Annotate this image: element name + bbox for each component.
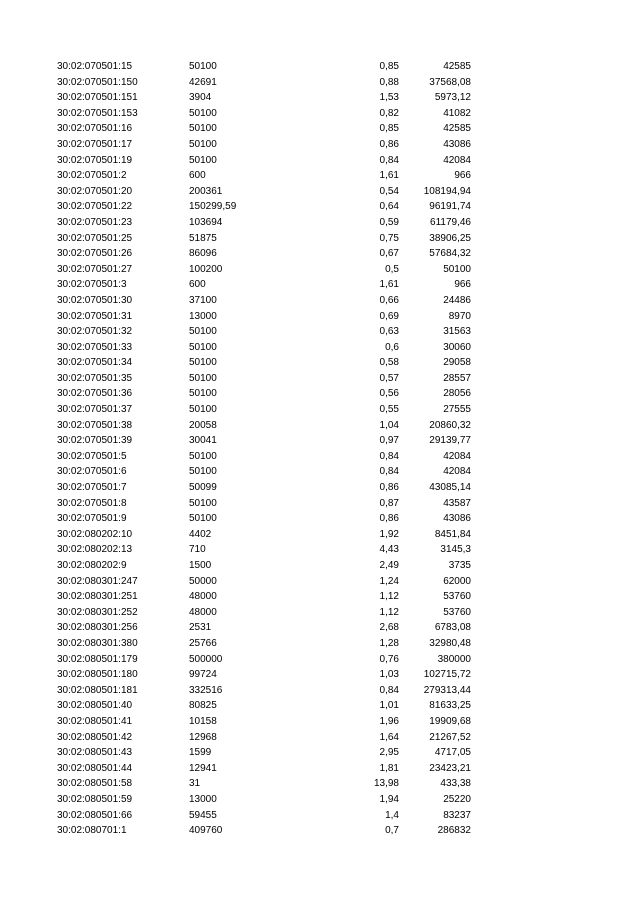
coefficient-cell: 1,53 [379, 92, 399, 104]
value-cell: 43086 [443, 138, 471, 150]
coefficient-cell: 1,28 [379, 637, 399, 649]
value-cell: 23423,21 [429, 762, 471, 774]
area-cell: 50100 [189, 341, 217, 353]
cadastral-number-cell: 30:02:070501:19 [57, 154, 133, 166]
table-row [0, 106, 640, 122]
table-row [0, 293, 640, 309]
table-row [0, 386, 640, 402]
table-row [0, 309, 640, 325]
coefficient-cell: 2,68 [379, 622, 399, 634]
cadastral-number-cell: 30:02:070501:30 [57, 294, 133, 306]
value-cell: 62000 [443, 575, 471, 587]
table-row [0, 589, 640, 605]
table-row [0, 683, 640, 699]
area-cell: 12941 [189, 762, 217, 774]
value-cell: 966 [454, 170, 471, 182]
cadastral-number-cell: 30:02:070501:153 [57, 107, 138, 119]
area-cell: 50100 [189, 466, 217, 478]
area-cell: 100200 [189, 263, 223, 275]
area-cell: 59455 [189, 809, 217, 821]
coefficient-cell: 13,98 [373, 778, 399, 790]
coefficient-cell: 1,64 [379, 731, 399, 743]
coefficient-cell: 0,75 [379, 232, 399, 244]
cadastral-number-cell: 30:02:070501:9 [57, 513, 127, 525]
value-cell: 102715,72 [423, 669, 471, 681]
table-row [0, 605, 640, 621]
coefficient-cell: 0,88 [379, 76, 399, 88]
coefficient-cell: 1,96 [379, 715, 399, 727]
table-row [0, 542, 640, 558]
coefficient-cell: 0,97 [379, 435, 399, 447]
table-row [0, 574, 640, 590]
value-cell: 37568,08 [429, 76, 471, 88]
coefficient-cell: 0,84 [379, 684, 399, 696]
coefficient-cell: 2,95 [379, 747, 399, 759]
value-cell: 43085,14 [429, 482, 471, 494]
cadastral-number-cell: 30:02:070501:39 [57, 435, 133, 447]
value-cell: 53760 [443, 606, 471, 618]
area-cell: 12968 [189, 731, 217, 743]
area-cell: 50100 [189, 372, 217, 384]
area-cell: 4402 [189, 528, 212, 540]
area-cell: 710 [189, 544, 206, 556]
coefficient-cell: 0,6 [385, 341, 399, 353]
cadastral-number-cell: 30:02:080202:9 [57, 560, 127, 571]
cadastral-number-cell: 30:02:070501:7 [57, 482, 127, 494]
area-cell: 1599 [189, 747, 212, 759]
value-cell: 28056 [443, 388, 471, 400]
area-cell: 50100 [189, 61, 217, 72]
coefficient-cell: 0,82 [379, 107, 399, 119]
coefficient-cell: 0,67 [379, 248, 399, 260]
table-row [0, 527, 640, 543]
value-cell: 28557 [443, 372, 471, 384]
value-cell: 27555 [443, 404, 471, 416]
coefficient-cell: 0,55 [379, 404, 399, 416]
coefficient-cell: 1,61 [379, 170, 399, 182]
value-cell: 29058 [443, 357, 471, 369]
coefficient-cell: 0,84 [379, 154, 399, 166]
value-cell: 42084 [443, 466, 471, 478]
coefficient-cell: 0,57 [379, 372, 399, 384]
cadastral-number-cell: 30:02:070501:6 [57, 466, 127, 478]
area-cell: 86096 [189, 248, 217, 260]
spreadsheet-table [0, 59, 640, 839]
table-row [0, 402, 640, 418]
cadastral-number-cell: 30:02:070501:16 [57, 123, 133, 135]
coefficient-cell: 1,61 [379, 279, 399, 291]
table-row [0, 137, 640, 153]
area-cell: 50100 [189, 404, 217, 416]
cadastral-number-cell: 30:02:080501:66 [57, 809, 133, 821]
value-cell: 4717,05 [434, 747, 471, 759]
coefficient-cell: 0,84 [379, 466, 399, 478]
area-cell: 31 [189, 778, 201, 790]
cadastral-number-cell: 30:02:080202:13 [57, 544, 133, 556]
area-cell: 50100 [189, 154, 217, 166]
table-row [0, 262, 640, 278]
value-cell: 42084 [443, 154, 471, 166]
table-row [0, 433, 640, 449]
area-cell: 48000 [189, 591, 217, 603]
table-row [0, 496, 640, 512]
cadastral-number-cell: 30:02:080501:59 [57, 793, 133, 805]
area-cell: 50100 [189, 513, 217, 525]
area-cell: 3904 [189, 92, 212, 104]
area-cell: 332516 [189, 684, 223, 696]
area-cell: 2531 [189, 622, 212, 634]
table-row [0, 90, 640, 106]
cadastral-number-cell: 30:02:070501:31 [57, 310, 133, 322]
table-row [0, 558, 640, 574]
coefficient-cell: 0,59 [379, 216, 399, 228]
table-row [0, 745, 640, 761]
table-row [0, 714, 640, 730]
table-row [0, 340, 640, 356]
value-cell: 57684,32 [429, 248, 471, 260]
cadastral-number-cell: 30:02:070501:32 [57, 326, 133, 338]
table-row [0, 215, 640, 231]
table-row [0, 199, 640, 215]
cadastral-number-cell: 30:02:070501:23 [57, 216, 133, 228]
cadastral-number-cell: 30:02:070501:2 [57, 170, 127, 182]
coefficient-cell: 1,92 [379, 528, 399, 540]
cadastral-number-cell: 30:02:070501:36 [57, 388, 133, 400]
cadastral-number-cell: 30:02:070501:34 [57, 357, 133, 369]
value-cell: 279313,44 [423, 684, 471, 696]
area-cell: 103694 [189, 216, 223, 228]
table-row [0, 184, 640, 200]
cadastral-number-cell: 30:02:070501:17 [57, 138, 133, 150]
cadastral-number-cell: 30:02:070501:25 [57, 232, 133, 244]
cadastral-number-cell: 30:02:070501:5 [57, 450, 127, 462]
cadastral-number-cell: 30:02:070501:22 [57, 201, 133, 213]
coefficient-cell: 0,69 [379, 310, 399, 322]
coefficient-cell: 0,86 [379, 138, 399, 150]
cadastral-number-cell: 30:02:070501:150 [57, 76, 138, 88]
table-row [0, 652, 640, 668]
value-cell: 966 [454, 279, 471, 291]
coefficient-cell: 1,12 [379, 591, 399, 603]
cadastral-number-cell: 30:02:080501:43 [57, 747, 133, 759]
table-row [0, 511, 640, 527]
value-cell: 32980,48 [429, 637, 471, 649]
value-cell: 19909,68 [429, 715, 471, 727]
value-cell: 42585 [443, 123, 471, 135]
value-cell: 31563 [443, 326, 471, 338]
cadastral-number-cell: 30:02:070501:35 [57, 372, 133, 384]
area-cell: 50100 [189, 388, 217, 400]
area-cell: 150299,59 [189, 201, 237, 213]
coefficient-cell: 0,54 [379, 185, 399, 197]
table-row [0, 808, 640, 824]
coefficient-cell: 0,84 [379, 450, 399, 462]
table-row [0, 620, 640, 636]
table-row [0, 246, 640, 262]
coefficient-cell: 1,94 [379, 793, 399, 805]
coefficient-cell: 1,81 [379, 762, 399, 774]
area-cell: 10158 [189, 715, 217, 727]
cadastral-number-cell: 30:02:070501:3 [57, 279, 127, 291]
table-row [0, 59, 640, 75]
area-cell: 50100 [189, 326, 217, 338]
coefficient-cell: 0,58 [379, 357, 399, 369]
value-cell: 81633,25 [429, 700, 471, 712]
value-cell: 29139,77 [429, 435, 471, 447]
table-row [0, 823, 640, 839]
area-cell: 48000 [189, 606, 217, 618]
cadastral-number-cell: 30:02:080701:1 [57, 825, 127, 837]
value-cell: 5973,12 [434, 92, 471, 104]
cadastral-number-cell: 30:02:070501:20 [57, 185, 133, 197]
coefficient-cell: 0,85 [379, 61, 399, 72]
cadastral-number-cell: 30:02:080501:179 [57, 653, 138, 665]
coefficient-cell: 4,43 [379, 544, 399, 556]
area-cell: 50100 [189, 138, 217, 150]
value-cell: 61179,46 [430, 216, 471, 228]
area-cell: 50100 [189, 107, 217, 119]
area-cell: 51875 [189, 232, 217, 244]
table-row [0, 667, 640, 683]
table-row [0, 698, 640, 714]
table-row [0, 761, 640, 777]
coefficient-cell: 0,85 [379, 123, 399, 135]
table-row [0, 231, 640, 247]
area-cell: 99724 [189, 669, 217, 681]
value-cell: 20860,32 [429, 419, 471, 431]
coefficient-cell: 1,04 [379, 419, 399, 431]
cadastral-number-cell: 30:02:070501:38 [57, 419, 133, 431]
value-cell: 286832 [437, 825, 471, 837]
cadastral-number-cell: 30:02:070501:26 [57, 248, 133, 260]
value-cell: 42084 [443, 450, 471, 462]
area-cell: 500000 [189, 653, 223, 665]
cadastral-number-cell: 30:02:080301:252 [57, 606, 138, 618]
cadastral-number-cell: 30:02:070501:33 [57, 341, 133, 353]
cadastral-number-cell: 30:02:080301:256 [57, 622, 138, 634]
table-row [0, 371, 640, 387]
coefficient-cell: 0,66 [379, 294, 399, 306]
value-cell: 25220 [443, 793, 471, 805]
table-row [0, 636, 640, 652]
table-row [0, 168, 640, 184]
area-cell: 25766 [189, 637, 217, 649]
coefficient-cell: 1,4 [385, 809, 399, 821]
area-cell: 20058 [189, 419, 217, 431]
cadastral-number-cell: 30:02:070501:15 [57, 61, 133, 72]
table-row [0, 464, 640, 480]
coefficient-cell: 0,86 [379, 513, 399, 525]
value-cell: 380000 [437, 653, 471, 665]
coefficient-cell: 0,63 [379, 326, 399, 338]
cadastral-number-cell: 30:02:070501:151 [57, 92, 138, 104]
table-row [0, 730, 640, 746]
area-cell: 37100 [189, 294, 217, 306]
value-cell: 30060 [443, 341, 471, 353]
value-cell: 53760 [443, 591, 471, 603]
coefficient-cell: 0,76 [379, 653, 399, 665]
area-cell: 1500 [189, 560, 212, 571]
value-cell: 38906,25 [429, 232, 471, 244]
area-cell: 50099 [189, 482, 217, 494]
coefficient-cell: 0,56 [379, 388, 399, 400]
area-cell: 50100 [189, 357, 217, 369]
coefficient-cell: 0,87 [379, 497, 399, 509]
table-row [0, 153, 640, 169]
table-row [0, 277, 640, 293]
value-cell: 43086 [443, 513, 471, 525]
coefficient-cell: 0,7 [385, 825, 399, 837]
coefficient-cell: 1,12 [379, 606, 399, 618]
value-cell: 50100 [443, 263, 471, 275]
coefficient-cell: 0,5 [385, 263, 399, 275]
value-cell: 43587 [443, 497, 471, 509]
cadastral-number-cell: 30:02:080501:40 [57, 700, 133, 712]
value-cell: 41082 [443, 107, 471, 119]
area-cell: 600 [189, 279, 206, 291]
cadastral-number-cell: 30:02:080501:41 [57, 715, 133, 727]
coefficient-cell: 2,49 [379, 560, 399, 571]
value-cell: 21267,52 [429, 731, 471, 743]
cadastral-number-cell: 30:02:080202:10 [57, 528, 133, 540]
table-row [0, 480, 640, 496]
value-cell: 24486 [443, 294, 471, 306]
cadastral-number-cell: 30:02:080301:251 [57, 591, 138, 603]
cadastral-number-cell: 30:02:080301:247 [57, 575, 138, 587]
value-cell: 42585 [443, 61, 471, 72]
table-row [0, 418, 640, 434]
cadastral-number-cell: 30:02:070501:37 [57, 404, 133, 416]
table-row [0, 792, 640, 808]
value-cell: 8451,84 [434, 528, 471, 540]
area-cell: 200361 [189, 185, 223, 197]
table-row [0, 449, 640, 465]
table-row [0, 776, 640, 792]
area-cell: 50100 [189, 450, 217, 462]
area-cell: 30041 [189, 435, 217, 447]
area-cell: 42691 [189, 76, 217, 88]
area-cell: 50100 [189, 123, 217, 135]
coefficient-cell: 0,86 [379, 482, 399, 494]
value-cell: 96191,74 [429, 201, 471, 213]
value-cell: 108194,94 [423, 185, 471, 197]
cadastral-number-cell: 30:02:080501:58 [57, 778, 133, 790]
cadastral-number-cell: 30:02:080501:180 [57, 669, 138, 681]
area-cell: 50100 [189, 497, 217, 509]
value-cell: 3145,3 [440, 544, 471, 556]
value-cell: 83237 [443, 809, 471, 821]
area-cell: 13000 [189, 793, 217, 805]
value-cell: 6783,08 [434, 622, 471, 634]
value-cell: 8970 [448, 310, 471, 322]
coefficient-cell: 1,24 [379, 575, 399, 587]
coefficient-cell: 1,01 [379, 700, 399, 712]
area-cell: 13000 [189, 310, 217, 322]
table-row [0, 121, 640, 137]
area-cell: 50000 [189, 575, 217, 587]
table-row [0, 324, 640, 340]
value-cell: 3735 [448, 560, 471, 571]
area-cell: 409760 [189, 825, 223, 837]
table-row [0, 355, 640, 371]
cadastral-number-cell: 30:02:080501:44 [57, 762, 133, 774]
value-cell: 433,38 [440, 778, 471, 790]
cadastral-number-cell: 30:02:070501:8 [57, 497, 127, 509]
cadastral-number-cell: 30:02:070501:27 [57, 263, 133, 275]
coefficient-cell: 0,64 [379, 201, 399, 213]
area-cell: 80825 [189, 700, 217, 712]
cadastral-number-cell: 30:02:080501:42 [57, 731, 133, 743]
table-row [0, 75, 640, 91]
area-cell: 600 [189, 170, 206, 182]
coefficient-cell: 1,03 [379, 669, 399, 681]
cadastral-number-cell: 30:02:080301:380 [57, 637, 138, 649]
cadastral-number-cell: 30:02:080501:181 [57, 684, 138, 696]
